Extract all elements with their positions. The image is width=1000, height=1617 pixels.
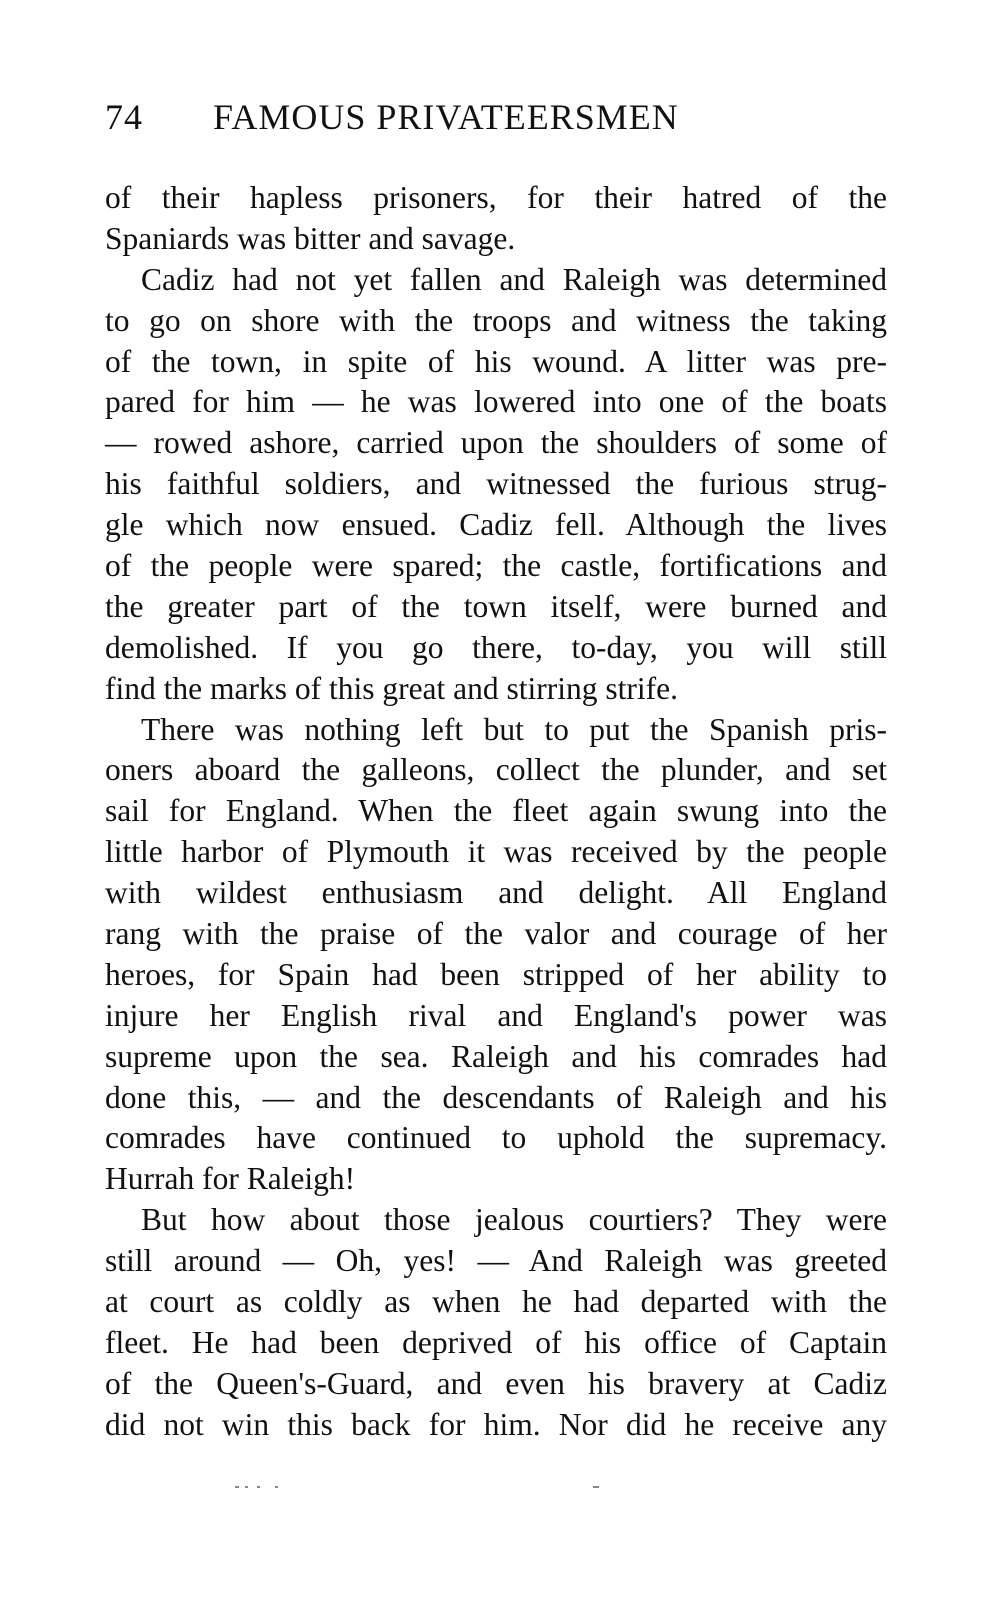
text-line: of the town, in spite of his wound. A litter was pre- [105, 343, 887, 379]
running-title: FAMOUS PRIVATEERSMEN [213, 97, 679, 137]
text-line: did not win this back for him. Nor did he receive any [105, 1406, 887, 1442]
page-number: 74 [105, 97, 143, 137]
text-line: of the people were spared; the castle, fortifications and [105, 548, 887, 584]
paragraph-2 [105, 260, 887, 710]
scan-speck [275, 1486, 278, 1488]
text-line: still around — Oh, yes! — And Raleigh was greeted [105, 1243, 887, 1279]
scan-speck [245, 1486, 248, 1488]
text-line: fleet. He had been deprived of his office of Captain [105, 1324, 887, 1360]
scan-speck [235, 1486, 239, 1488]
text-line: Cadiz had not yet fallen and Raleigh was determined [141, 261, 887, 297]
text-line: comrades have continued to uphold the supremacy. [105, 1120, 887, 1156]
text-line: But how about those jealous courtiers? They were [141, 1202, 887, 1238]
text-line: Hurrah for Raleigh! [105, 1161, 356, 1197]
text-line: with wildest enthusiasm and delight. All England [105, 875, 887, 911]
text-line: at court as coldly as when he had departed with the [105, 1284, 887, 1320]
paragraph-1 [105, 178, 887, 260]
body-text [105, 178, 887, 1446]
text-line: find the marks of this great and stirring strife. [105, 670, 678, 706]
paragraph-3 [105, 710, 887, 1201]
text-line: injure her English rival and England's power was [105, 997, 887, 1033]
text-line: heroes, for Spain had been stripped of her ability to [105, 956, 887, 992]
text-line: demolished. If you go there, to-day, you will still [105, 629, 887, 665]
text-line: the greater part of the town itself, were burned and [105, 588, 887, 624]
text-line: little harbor of Plymouth it was received by the people [105, 834, 887, 870]
text-line: pared for him — he was lowered into one of the boats [105, 384, 887, 420]
scan-specks [105, 1482, 887, 1492]
paragraph-4 [105, 1200, 887, 1445]
text-line: gle which now ensued. Cadiz fell. Although the lives [105, 507, 887, 543]
text-line: There was nothing left but to put the Spanish pris- [141, 711, 887, 747]
text-line: of the Queen's-Guard, and even his bravery at Cadiz [105, 1365, 887, 1401]
running-head [105, 96, 887, 146]
text-line: to go on shore with the troops and witness the taking [105, 302, 887, 338]
text-line: sail for England. When the fleet again swung into the [105, 793, 887, 829]
text-line: done this, — and the descendants of Raleigh and his [105, 1079, 887, 1115]
text-line: rang with the praise of the valor and courage of her [105, 916, 887, 952]
text-line: oners aboard the galleons, collect the plunder, and set [105, 752, 887, 788]
scan-speck [257, 1486, 260, 1488]
text-line: — rowed ashore, carried upon the shoulders of some of [105, 425, 887, 461]
scan-speck [593, 1486, 599, 1488]
text-line: his faithful soldiers, and witnessed the furious strug- [105, 466, 887, 502]
text-line: of their hapless prisoners, for their hatred of the [105, 180, 887, 215]
text-line: supreme upon the sea. Raleigh and his comrades had [105, 1038, 887, 1074]
book-page [105, 0, 887, 1617]
text-line: Spaniards was bitter and savage. [105, 220, 516, 256]
